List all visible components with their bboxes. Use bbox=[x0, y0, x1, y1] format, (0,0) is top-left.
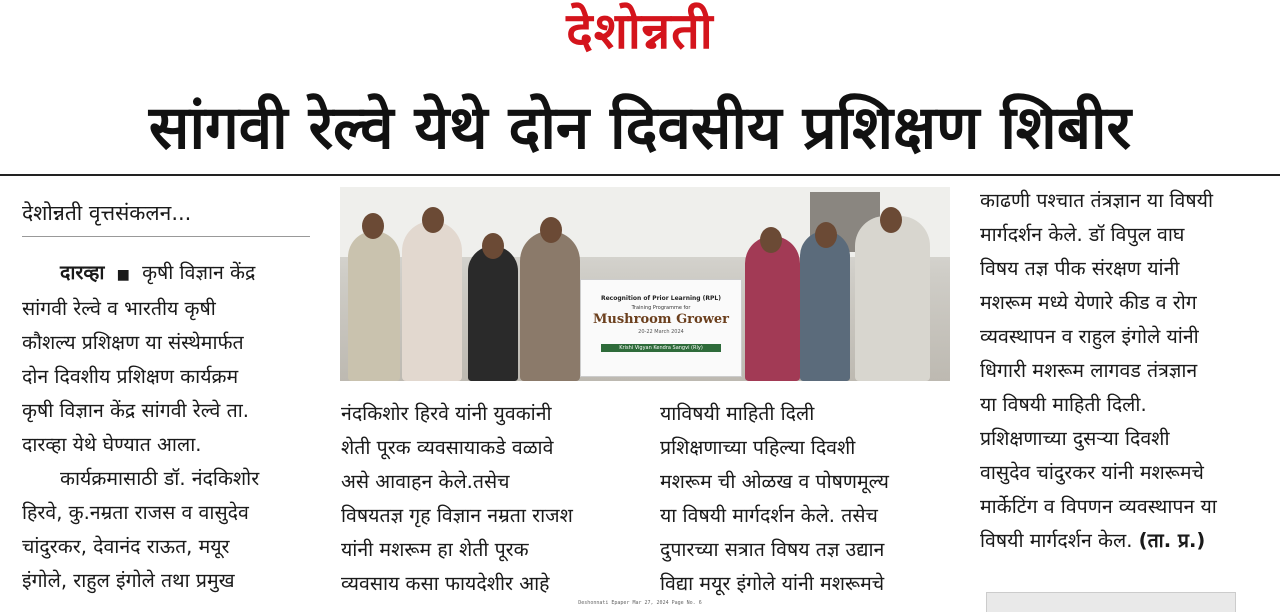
text-line: कौशल्य प्रशिक्षण या संस्थेमार्फत bbox=[22, 331, 244, 354]
person-figure bbox=[745, 236, 800, 381]
person-head bbox=[760, 227, 782, 253]
col4-last-line bbox=[980, 524, 1265, 558]
text-line: नंदकिशोर हिरवे यांनी युवकांनी bbox=[341, 402, 552, 425]
text-line: दुपारच्या सत्रात विषय तज्ञ उद्यान bbox=[660, 538, 885, 561]
text-line: कृषी विज्ञान केंद्र bbox=[142, 261, 256, 284]
text-line: या विषयी माहिती दिली. bbox=[980, 393, 1147, 416]
banner-subtitle: Training Programme for bbox=[631, 305, 691, 311]
column-1 bbox=[22, 256, 312, 598]
text-line: धिगारी मशरूम लागवड तंत्रज्ञान bbox=[980, 359, 1198, 382]
text-line: प्रशिक्षणाच्या दुसऱ्या दिवशी bbox=[980, 427, 1170, 450]
person-head bbox=[880, 207, 902, 233]
dateline-bullet: ■ bbox=[116, 267, 130, 283]
person-figure bbox=[402, 221, 462, 381]
reporter-credit: (ता. प्र.) bbox=[1138, 529, 1206, 552]
text-line: चांदुरकर, देवानंद राऊत, मयूर bbox=[22, 535, 230, 558]
training-group-photo bbox=[340, 187, 950, 381]
byline: देशोन्नती वृत्तसंकलन... bbox=[22, 201, 192, 225]
headline-divider bbox=[0, 174, 1280, 176]
text-line: व्यवसाय कसा फायदेशीर आहे bbox=[341, 572, 550, 595]
banner-date: 20-22 March 2024 bbox=[638, 329, 684, 335]
person-head bbox=[422, 207, 444, 233]
byline-divider bbox=[22, 236, 310, 237]
text-line: विषयी मार्गदर्शन केल. bbox=[980, 529, 1133, 552]
text-line: कार्यक्रमासाठी डॉ. नंदकिशोर bbox=[60, 467, 260, 490]
person-head bbox=[815, 222, 837, 248]
text-line: विषयतज्ञ गृह विज्ञान नम्रता राजश bbox=[341, 504, 573, 527]
text-line: वासुदेव चांदुरकर यांनी मशरूमचे bbox=[980, 461, 1204, 484]
article-headline: सांगवी रेल्वे येथे दोन दिवसीय प्रशिक्षण शिबीर bbox=[148, 93, 1132, 163]
text-line: व्यवस्थापन व राहुल इंगोले यांनी bbox=[980, 325, 1199, 348]
person-figure bbox=[520, 231, 580, 381]
text-line: प्रशिक्षणाच्या पहिल्या दिवशी bbox=[660, 436, 856, 459]
text-line: याविषयी माहिती दिली bbox=[660, 402, 815, 425]
text-line: यांनी मशरूम हा शेती पूरक bbox=[341, 538, 529, 561]
mushroom-grower-banner bbox=[580, 279, 742, 377]
text-line: इंगोले, राहुल इंगोले तथा प्रमुख bbox=[22, 569, 235, 592]
person-figure bbox=[855, 216, 930, 381]
text-line: कृषी विज्ञान केंद्र सांगवी रेल्वे ता. bbox=[22, 399, 249, 422]
banner-title: Recognition of Prior Learning (RPL) bbox=[600, 295, 721, 302]
dateline: दारव्हा bbox=[60, 261, 105, 284]
epaper-footer: Deshonnati Epaper Mar 27, 2024 Page No. 6 bbox=[578, 600, 702, 606]
person-head bbox=[362, 213, 384, 239]
text-line: विद्या मयूर इंगोले यांनी मशरूमचे bbox=[660, 572, 885, 595]
person-head bbox=[482, 233, 504, 259]
col1-first-line bbox=[22, 256, 312, 292]
newspaper-masthead: देशोन्नती bbox=[566, 2, 714, 60]
text-line: या विषयी मार्गदर्शन केले. तसेच bbox=[660, 504, 878, 527]
text-line: मशरूम मध्ये येणारे कीड व रोग bbox=[980, 291, 1197, 314]
text-line: दारव्हा येथे घेण्यात आला. bbox=[22, 433, 202, 456]
text-line: काढणी पश्चात तंत्रज्ञान या विषयी bbox=[980, 189, 1213, 212]
text-line: हिरवे, कु.नम्रता राजस व वासुदेव bbox=[22, 501, 249, 524]
column-4 bbox=[980, 184, 1265, 558]
person-figure bbox=[800, 231, 850, 381]
column-2 bbox=[341, 397, 631, 601]
text-line: शेती पूरक व्यवसायाकडे वळावे bbox=[341, 436, 554, 459]
banner-footer: Krishi Vigyan Kendra Sangvi (Rly) bbox=[601, 344, 721, 352]
text-line: असे आवाहन केले.तसेच bbox=[341, 470, 510, 493]
text-line: दोन दिवशीय प्रशिक्षण कार्यक्रम bbox=[22, 365, 239, 388]
person-head bbox=[540, 217, 562, 243]
text-line: विषय तज्ञ पीक संरक्षण यांनी bbox=[980, 257, 1180, 280]
text-line: मार्गदर्शन केले. डॉ विपुल वाघ bbox=[980, 223, 1185, 246]
banner-main-text: Mushroom Grower bbox=[592, 312, 730, 327]
text-line: सांगवी रेल्वे व भारतीय कृषी bbox=[22, 297, 216, 320]
text-line: मार्केटिंग व विपणन व्यवस्थापन या bbox=[980, 495, 1217, 518]
text-line: मशरूम ची ओळख व पोषणमूल्य bbox=[660, 470, 889, 493]
column-3 bbox=[660, 397, 950, 601]
person-figure bbox=[468, 246, 518, 381]
person-figure bbox=[348, 231, 400, 381]
